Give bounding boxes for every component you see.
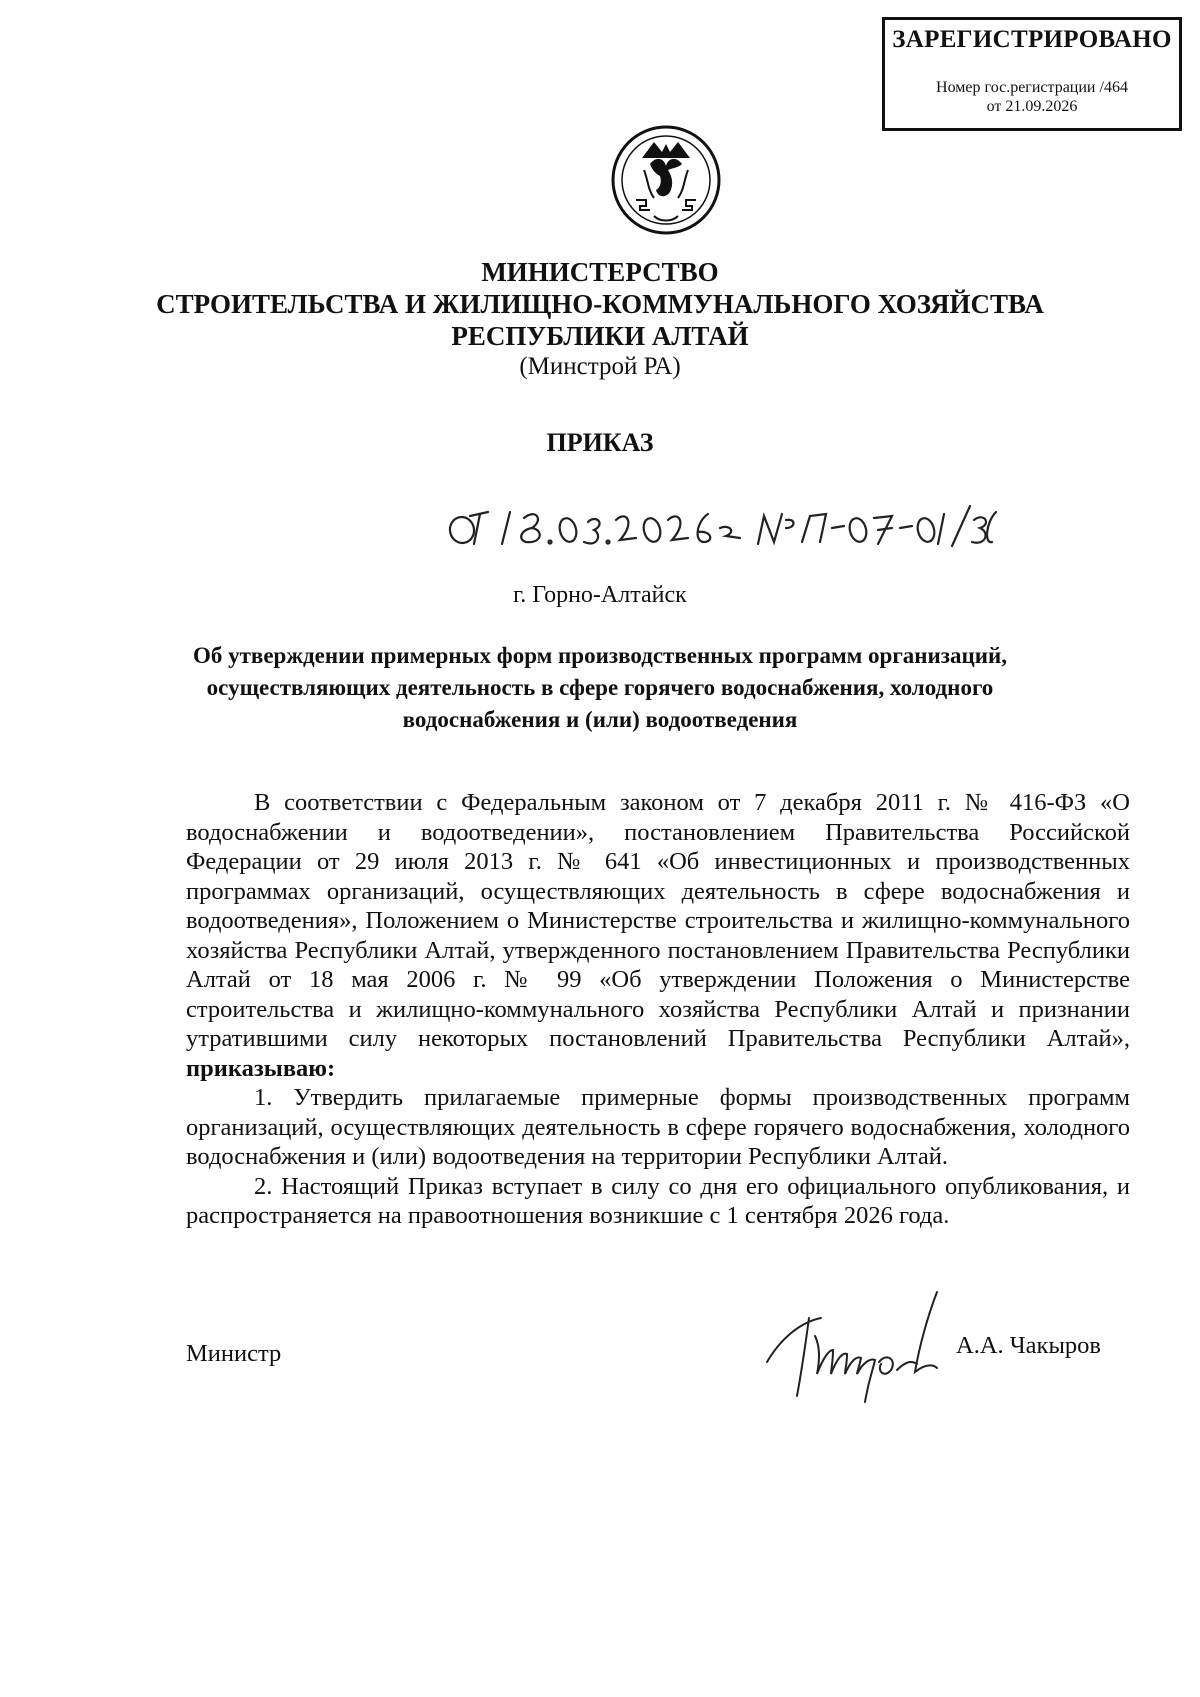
preamble-text: В соответствии с Федеральным законом от 7 декабря 2011 г. № 416-ФЗ «О водоснабжении и водоотведении», постановлением Правительства Российской Федерации от 29 июля 2013 г. № 641 «Об инвестиционных и производственных программах организаций, осуществляющих деятельность в сфере водоснабжения и водоотведения», Положением о Министерстве строительства и жилищно-коммунального хозяйства Республики Алтай, утвержденного постановлением Правительства Республики Алтай от 18 мая 2006 г. № 99 «Об утверждении Положения о Министерстве строительства и жилищно-коммунального хозяйства Республики Алтай и признании утратившими силу некоторых постановлений Правительства Республики Алтай», — [186, 789, 1130, 1052]
stamp-title: ЗАРЕГИСТРИРОВАНО — [892, 26, 1172, 53]
handwritten-date-number — [440, 492, 1000, 556]
signature-icon — [761, 1278, 961, 1404]
city: г. Горно-Алтайск — [513, 582, 687, 608]
item-2: 2. Настоящий Приказ вступает в силу со дня его официального опубликования, и распространяется на правоотношения возникшие с 1 сентября 2026 года. — [186, 1172, 1130, 1229]
stamp-reg-date: от 21.09.2026 — [986, 98, 1078, 115]
stamp-reg-number: Номер гос.регистрации /464 — [936, 79, 1128, 96]
ministry-header — [0, 256, 1200, 382]
decree-word: приказываю: — [186, 1054, 336, 1082]
ministry-line-2: СТРОИТЕЛЬСТВА И ЖИЛИЩНО-КОММУНАЛЬНОГО ХОЗЯЙСТВА — [156, 289, 1044, 319]
signature-block — [186, 1270, 1130, 1410]
item-1: 1. Утвердить прилагаемые примерные формы производственных программ организаций, осуществляющих деятельность в сфере горячего водоснабжения, холодного водоснабжения и (или) водоотведения на территории Республики Алтай. — [186, 1084, 1130, 1170]
registration-stamp — [882, 17, 1182, 131]
order-title: ПРИКАЗ — [546, 428, 654, 457]
order-body — [186, 788, 1130, 1231]
ministry-short-name: (Минстрой РА) — [519, 353, 681, 380]
order-subject: Об утверждении примерных форм производственных программ организаций, осуществляющих деятельность в сфере горячего водоснабжения, холодного водоснабжения и (или) водоотведения — [192, 643, 1008, 732]
signer-name: А.А. Чакыров — [956, 1332, 1101, 1359]
preamble-paragraph — [186, 788, 1130, 1083]
signer-position: Министр — [186, 1340, 282, 1367]
ministry-line-1: МИНИСТЕРСТВО — [481, 257, 719, 287]
coat-of-arms-icon — [606, 124, 726, 236]
ministry-line-3: РЕСПУБЛИКИ АЛТАЙ — [451, 321, 749, 351]
